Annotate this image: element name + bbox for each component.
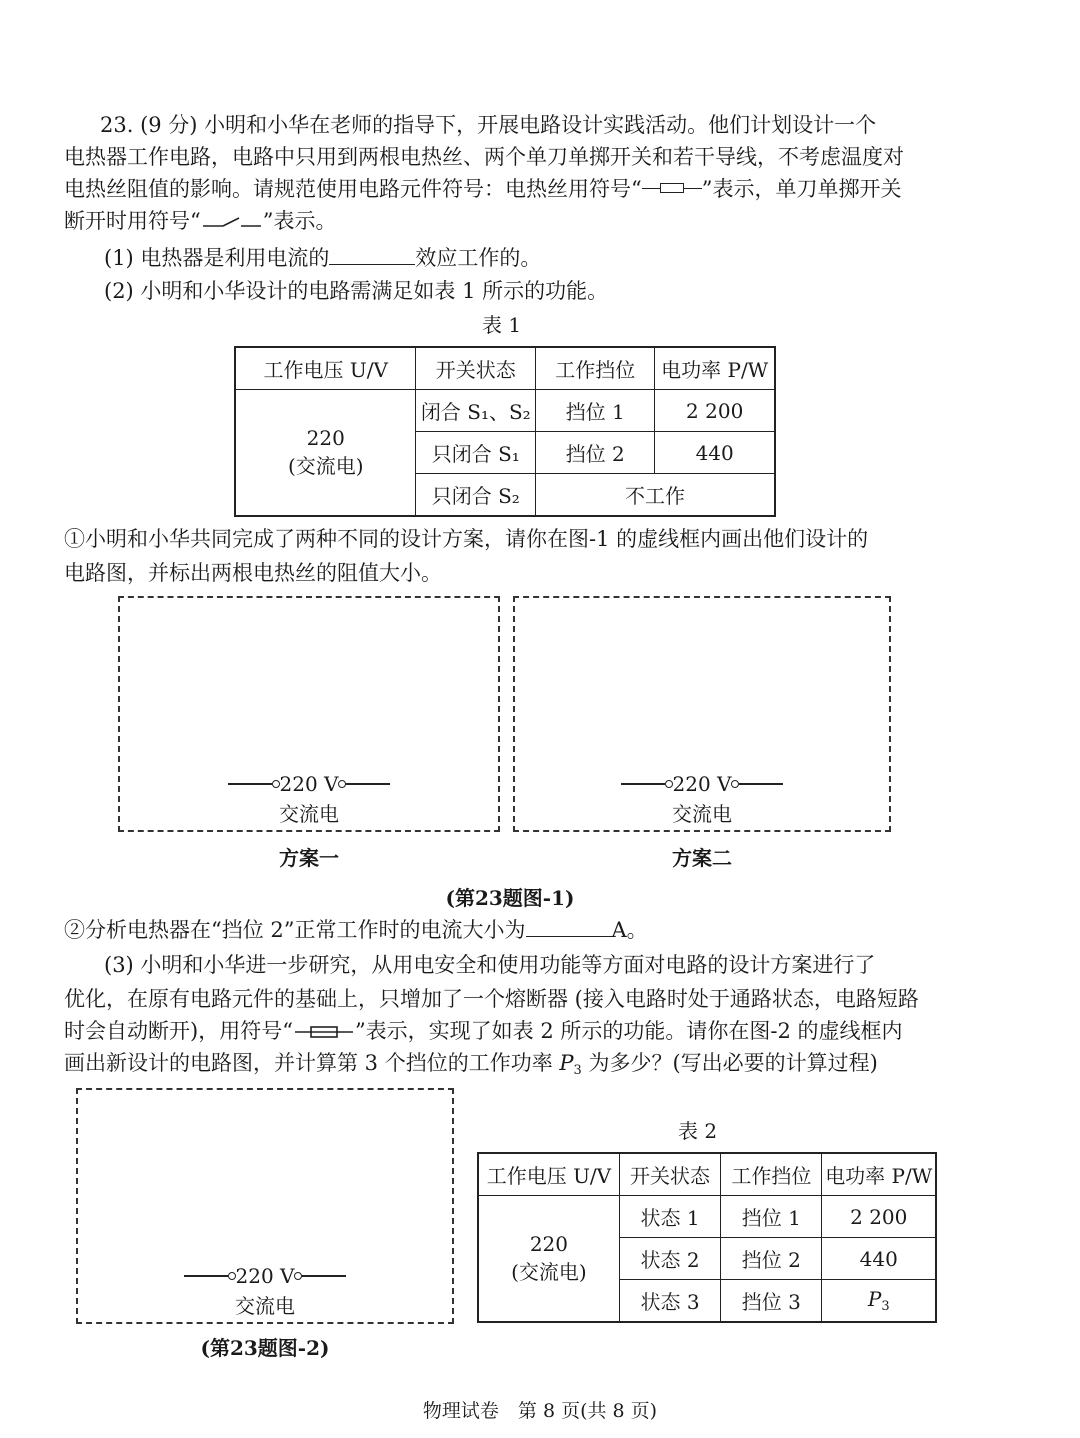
- sub-question-3-line-1: (3) 小明和小华进一步研究，从用电安全和使用功能等方面对电路的设计方案进行了: [104, 953, 876, 977]
- table1-header-power: 电功率 P/W: [655, 347, 775, 390]
- table1-header-gear: 工作挡位: [536, 347, 655, 390]
- figure2-caption: (第23题图-2): [200, 1336, 330, 1360]
- table1-switch-cell: 闭合 S₁、S₂: [416, 390, 536, 432]
- question-line-2: 电热器工作电路，电路中只用到两根电热丝、两个单刀单掷开关和若干导线，不考虑温度对: [64, 145, 904, 169]
- table2-header-gear: 工作挡位: [721, 1153, 822, 1196]
- table1-header-voltage: 工作电压 U/V: [235, 347, 416, 390]
- question-line-1: 23. (9 分) 小明和小华在老师的指导下，开展电路设计实践活动。他们计划设计一个: [100, 113, 877, 137]
- answer-blank-2[interactable]: [526, 914, 612, 937]
- table1-gear-cell: 挡位 2: [536, 432, 655, 474]
- table2-switch-cell: 状态 3: [619, 1280, 720, 1323]
- table1-power-cell: 440: [655, 432, 775, 474]
- table2-title: 表 2: [678, 1119, 718, 1143]
- page-footer: 物理试卷 第 8 页(共 8 页): [422, 1400, 658, 1422]
- table1-merged-cell: 不工作: [536, 474, 775, 517]
- sub-question-3-line-4: 画出新设计的电路图，并计算第 3 个挡位的工作功率 $P_3$ 为多少？(写出必要的计算过程): [64, 1051, 878, 1078]
- table2-power-cell: 2 200: [822, 1196, 936, 1238]
- table1-power-cell: 2 200: [655, 390, 775, 432]
- table2-switch-cell: 状态 1: [619, 1196, 720, 1238]
- sub-question-3-line-2: 优化，在原有电路元件的基础上，只增加了一个熔断器 (接入电路时处于通路状态，电路短路: [64, 987, 919, 1011]
- circle-question-1-line-1: ①小明和小华共同完成了两种不同的设计方案，请你在图-1 的虚线框内画出他们设计的: [64, 527, 869, 551]
- figure2-power-source: 220 V 交流电: [76, 1264, 454, 1319]
- question-line-3: 电热丝阻值的影响。请规范使用电路元件符号：电热丝用符号“ ”表示，单刀单掷开关: [64, 177, 902, 201]
- table1-switch-cell: 只闭合 S₂: [416, 474, 536, 517]
- switch-symbol: [201, 214, 263, 230]
- table2-header-voltage: 工作电压 U/V: [478, 1153, 619, 1196]
- table1-title: 表 1: [482, 313, 522, 337]
- table2-switch-cell: 状态 2: [619, 1238, 720, 1280]
- table1-gear-cell: 挡位 1: [536, 390, 655, 432]
- table1-header-switch: 开关状态: [416, 347, 536, 390]
- circle-question-1-line-2: 电路图，并标出两根电热丝的阻值大小。: [64, 561, 442, 585]
- table1-voltage-cell: 220 (交流电): [235, 390, 416, 517]
- plan2-power-source: 220 V 交流电: [513, 772, 891, 827]
- answer-blank-1[interactable]: [329, 242, 415, 265]
- plan1-label: 方案一: [279, 846, 339, 870]
- fuse-symbol: [293, 1024, 355, 1040]
- plan2-label: 方案二: [672, 846, 732, 870]
- table2-power-cell: $P_3$: [822, 1280, 936, 1323]
- table1: [234, 346, 776, 517]
- table2-power-cell: 440: [822, 1238, 936, 1280]
- table2-header-power: 电功率 P/W: [822, 1153, 936, 1196]
- sub-question-2: (2) 小明和小华设计的电路需满足如表 1 所示的功能。: [104, 279, 609, 303]
- table2-gear-cell: 挡位 2: [721, 1238, 822, 1280]
- table2-header-switch: 开关状态: [619, 1153, 720, 1196]
- plan1-power-source: 220 V 交流电: [118, 772, 500, 827]
- table1-switch-cell: 只闭合 S₁: [416, 432, 536, 474]
- figure1-caption: (第23题图-1): [445, 886, 575, 910]
- sub-question-1: (1) 电热器是利用电流的 效应工作的。: [104, 242, 541, 273]
- sub-question-3-line-3: 时会自动断开)，用符号“ ”表示，实现了如表 2 所示的功能。请你在图-2 的虚线框内: [64, 1019, 903, 1043]
- table2-gear-cell: 挡位 3: [721, 1280, 822, 1323]
- table2-gear-cell: 挡位 1: [721, 1196, 822, 1238]
- question-line-4: 断开时用符号“ ”表示。: [64, 209, 337, 233]
- table2-voltage-cell: 220 (交流电): [478, 1196, 619, 1323]
- table2: [477, 1152, 937, 1323]
- circle-question-2: ②分析电热器在“挡位 2”正常工作时的电流大小为 A。: [64, 914, 648, 945]
- resistor-symbol: [642, 177, 702, 201]
